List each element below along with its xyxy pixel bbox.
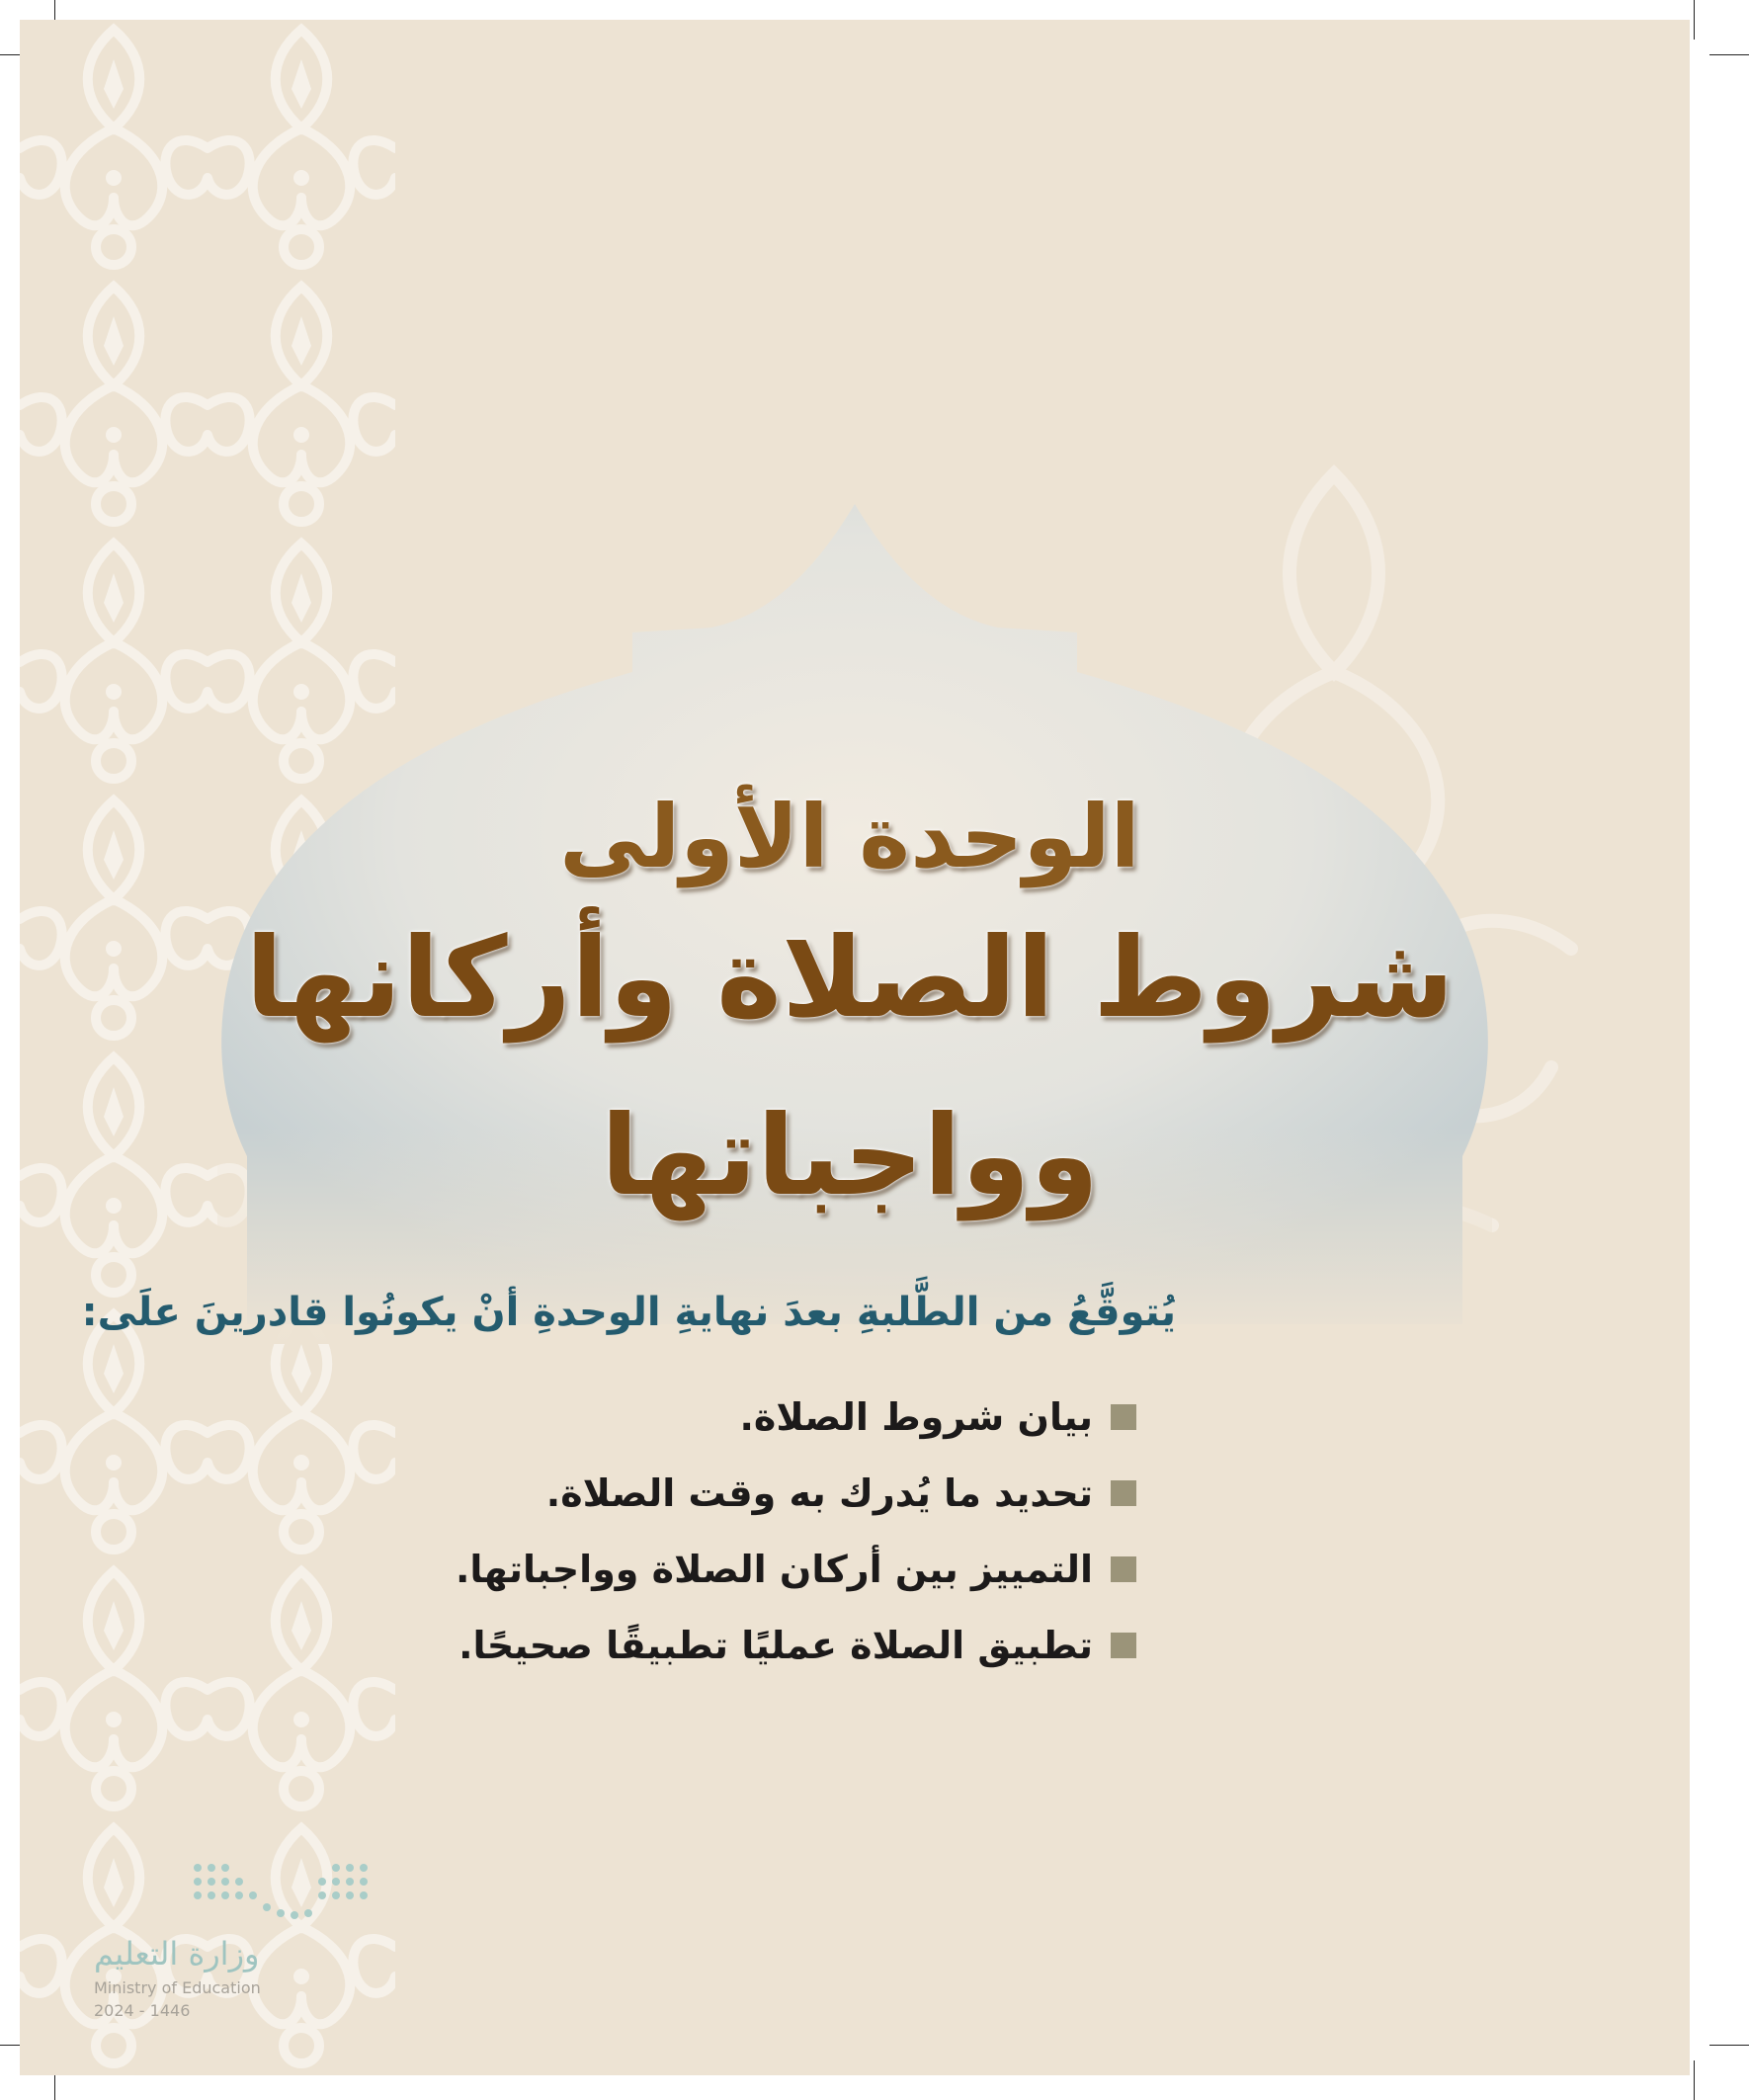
- square-bullet-icon: [1111, 1633, 1136, 1658]
- objective-text: بيان شروط الصلاة.: [739, 1394, 1093, 1439]
- learning-outcomes-list: [456, 1379, 1136, 1683]
- learning-outcomes-intro: يُتوقَّعُ من الطَّلبةِ بعدَ نهايةِ الوحدةِ أنْ يكونُوا قادرينَ علَى:: [81, 1290, 1176, 1335]
- ministry-logo-icon: [188, 1858, 385, 1927]
- square-bullet-icon: [1111, 1404, 1136, 1430]
- list-item: [456, 1379, 1136, 1455]
- square-bullet-icon: [1111, 1480, 1136, 1506]
- crop-mark: [1709, 2045, 1749, 2046]
- ministry-logo: [94, 1858, 420, 2026]
- crop-mark: [1694, 0, 1695, 40]
- list-item: [456, 1531, 1136, 1607]
- unit-title-line2: وواجباتها: [600, 1092, 1100, 1220]
- crop-mark: [1709, 54, 1749, 55]
- arch-shape: [20, 20, 1690, 2075]
- square-bullet-icon: [1111, 1556, 1136, 1582]
- unit-label: الوحدة الأولى: [559, 786, 1140, 887]
- objective-text: التمييز بين أركان الصلاة وواجباتها.: [455, 1547, 1093, 1591]
- ministry-name-en: Ministry of Education: [94, 1978, 261, 1997]
- list-item: [456, 1455, 1136, 1531]
- unit-cover-page: [20, 20, 1690, 2075]
- edition-year: 2024 - 1446: [94, 2001, 191, 2020]
- objective-text: تحديد ما يُدرك به وقت الصلاة.: [545, 1470, 1093, 1515]
- crop-mark: [1694, 2060, 1695, 2100]
- unit-title-line1: شروط الصلاة وأركانها: [245, 914, 1455, 1043]
- ministry-name-ar: وزارة التعليم: [94, 1935, 260, 1973]
- objective-text: تطبيق الصلاة عمليًا تطبيقًا صحيحًا.: [458, 1623, 1093, 1667]
- list-item: [456, 1607, 1136, 1683]
